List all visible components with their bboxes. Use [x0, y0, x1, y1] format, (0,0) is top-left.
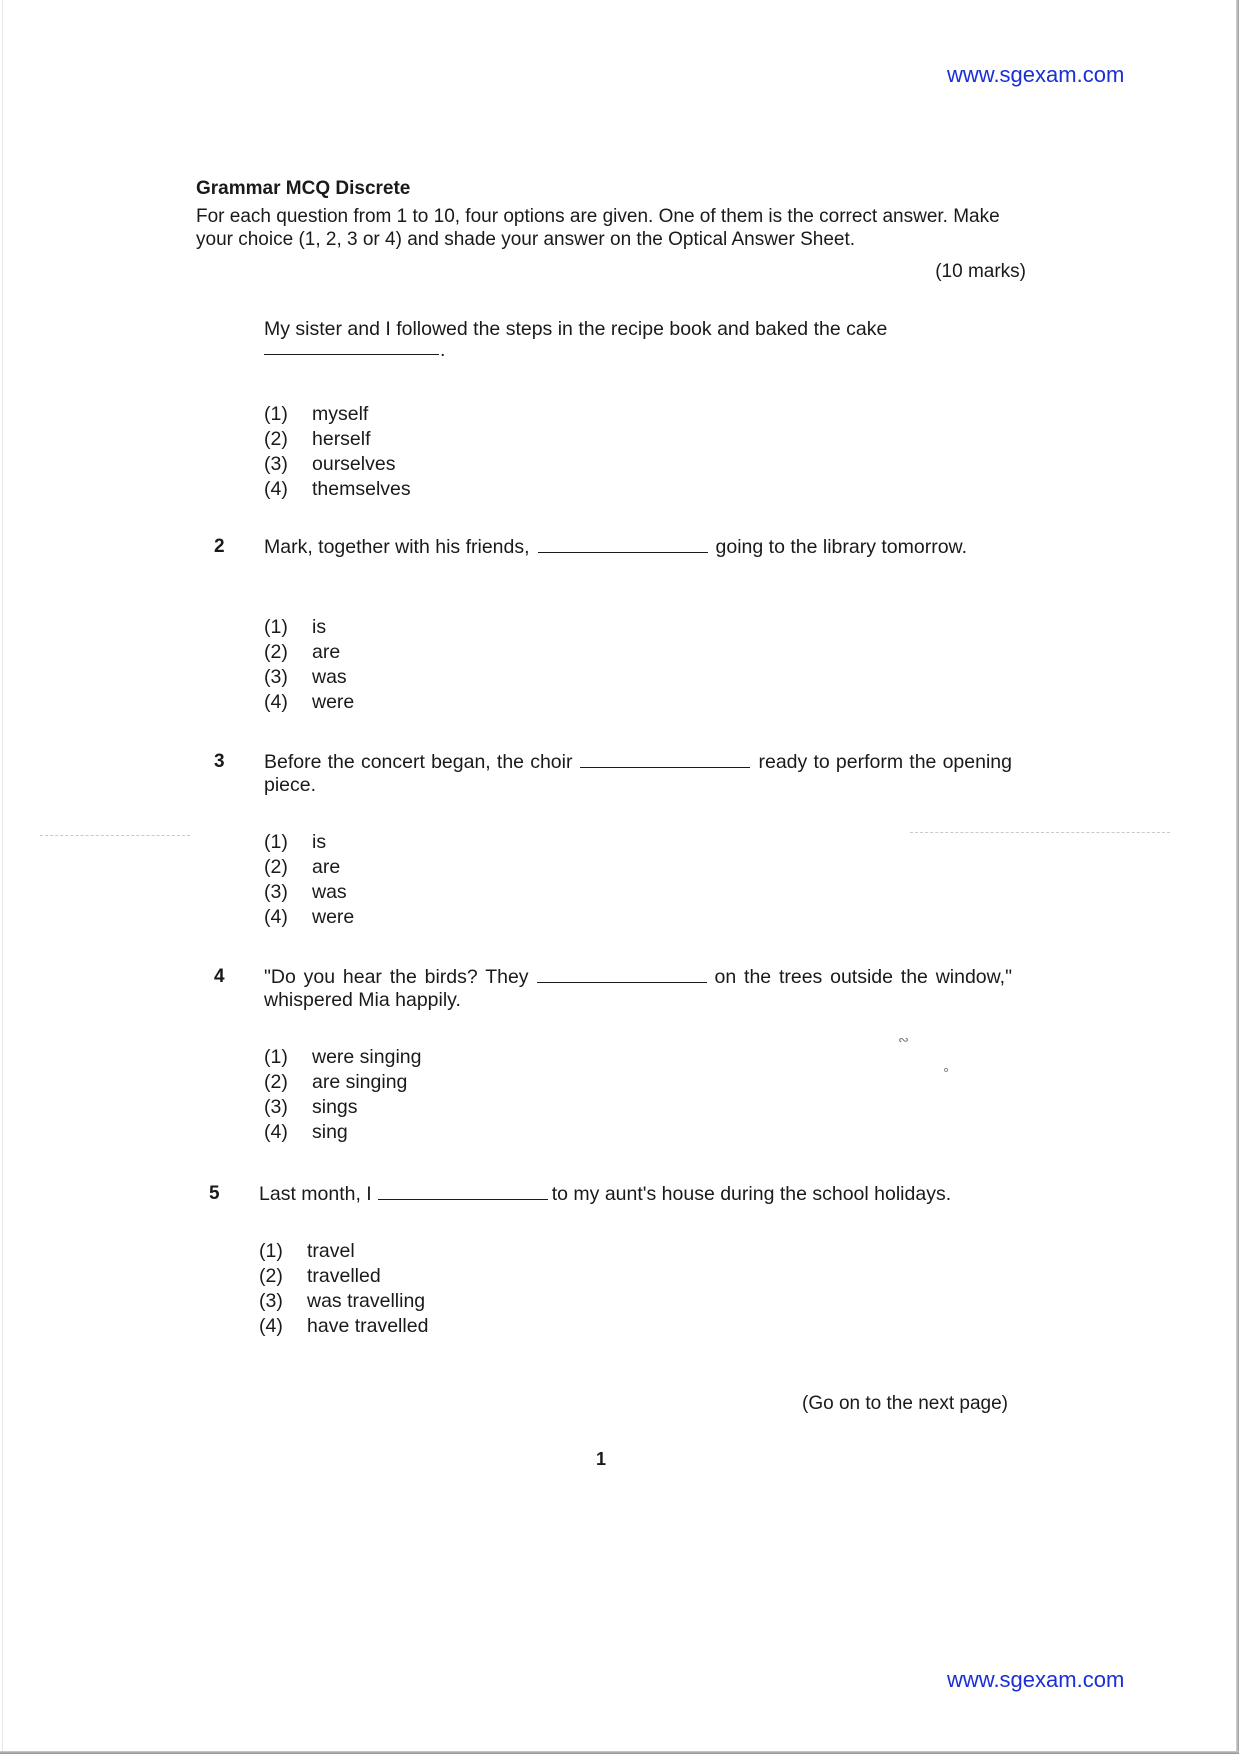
stem-text-end: going to the library tomorrow. — [715, 536, 967, 558]
answer-line-row — [196, 341, 1016, 371]
stem-end: . — [440, 339, 446, 361]
question-stem — [264, 318, 1012, 341]
option-1[interactable]: (1) myself — [264, 403, 369, 425]
stem-text: "Do you hear the birds? They — [264, 966, 529, 988]
question-number: 4 — [214, 966, 225, 987]
go-on-next-page: (Go on to the next page) — [802, 1393, 1008, 1414]
question-number: 3 — [214, 751, 225, 772]
option-4[interactable]: (4) sing — [264, 1121, 348, 1143]
scan-speck-icon: ∘ — [942, 1062, 951, 1077]
page-number: 1 — [596, 1449, 607, 1469]
option-3[interactable]: (3) was — [264, 881, 347, 903]
question-stem — [264, 751, 1012, 797]
stem-text: Last month, I — [259, 1183, 372, 1205]
option-1[interactable]: (1) were singing — [264, 1046, 422, 1068]
stem-text: Before the concert began, the choir — [264, 751, 573, 773]
stem-text: My sister and I followed the steps in the recipe book and baked the cake — [264, 318, 888, 340]
section-instructions: For each question from 1 to 10, four options are given. One of them is the correct answer. Make your choice (1, 2, 3 or 4) and shade your answer on the Optical Answer Sheet. — [196, 206, 1000, 250]
option-4[interactable]: (4) have travelled — [259, 1315, 429, 1337]
answer-blank — [537, 981, 707, 983]
option-list — [264, 615, 354, 715]
scan-line-left — [40, 835, 190, 837]
option-1[interactable]: (1) is — [264, 831, 327, 853]
stem-text-end: to my aunt's house during the school holidays. — [551, 1183, 952, 1205]
stem-text-end: on the trees outside the window," whispered Mia happily. — [264, 966, 1012, 1011]
question-stem — [264, 536, 1012, 559]
stem-text: Mark, together with his friends, — [264, 536, 530, 558]
answer-blank — [378, 1198, 548, 1200]
answer-blank — [538, 551, 708, 553]
option-1[interactable]: (1) travel — [259, 1240, 355, 1262]
option-3[interactable]: (3) ourselves — [264, 453, 396, 475]
stem-text-end: ready to perform the opening piece. — [264, 751, 1012, 796]
section-title: Grammar MCQ Discrete — [196, 178, 411, 199]
scan-line-right — [910, 832, 1170, 834]
option-3[interactable]: (3) was — [264, 666, 347, 688]
question-number: 5 — [209, 1183, 220, 1204]
scan-speck-icon: ∾ — [898, 1032, 909, 1047]
option-list — [264, 830, 354, 930]
header-site-link[interactable]: www.sgexam.com — [947, 62, 1125, 87]
option-4[interactable]: (4) were — [264, 691, 355, 713]
question-stem — [264, 966, 1012, 1012]
question-stem — [259, 1183, 1007, 1206]
option-2[interactable]: (2) herself — [264, 428, 371, 450]
option-3[interactable]: (3) was travelling — [259, 1290, 426, 1312]
option-list — [264, 402, 411, 502]
option-2[interactable]: (2) are singing — [264, 1071, 408, 1093]
option-1[interactable]: (1) is — [264, 616, 327, 638]
option-list — [259, 1239, 428, 1339]
option-4[interactable]: (4) themselves — [264, 478, 411, 500]
option-3[interactable]: (3) sings — [264, 1096, 358, 1118]
scan-edge-left — [2, 0, 3, 1754]
footer-site-link[interactable]: www.sgexam.com — [947, 1667, 1125, 1692]
section-marks: (10 marks) — [935, 261, 1026, 282]
question-number: 2 — [214, 536, 225, 557]
option-2[interactable]: (2) are — [264, 641, 341, 663]
answer-blank — [580, 766, 750, 768]
answer-blank — [264, 353, 439, 355]
option-2[interactable]: (2) are — [264, 856, 341, 878]
option-2[interactable]: (2) travelled — [259, 1265, 381, 1287]
option-4[interactable]: (4) were — [264, 906, 355, 928]
option-list — [264, 1045, 421, 1145]
